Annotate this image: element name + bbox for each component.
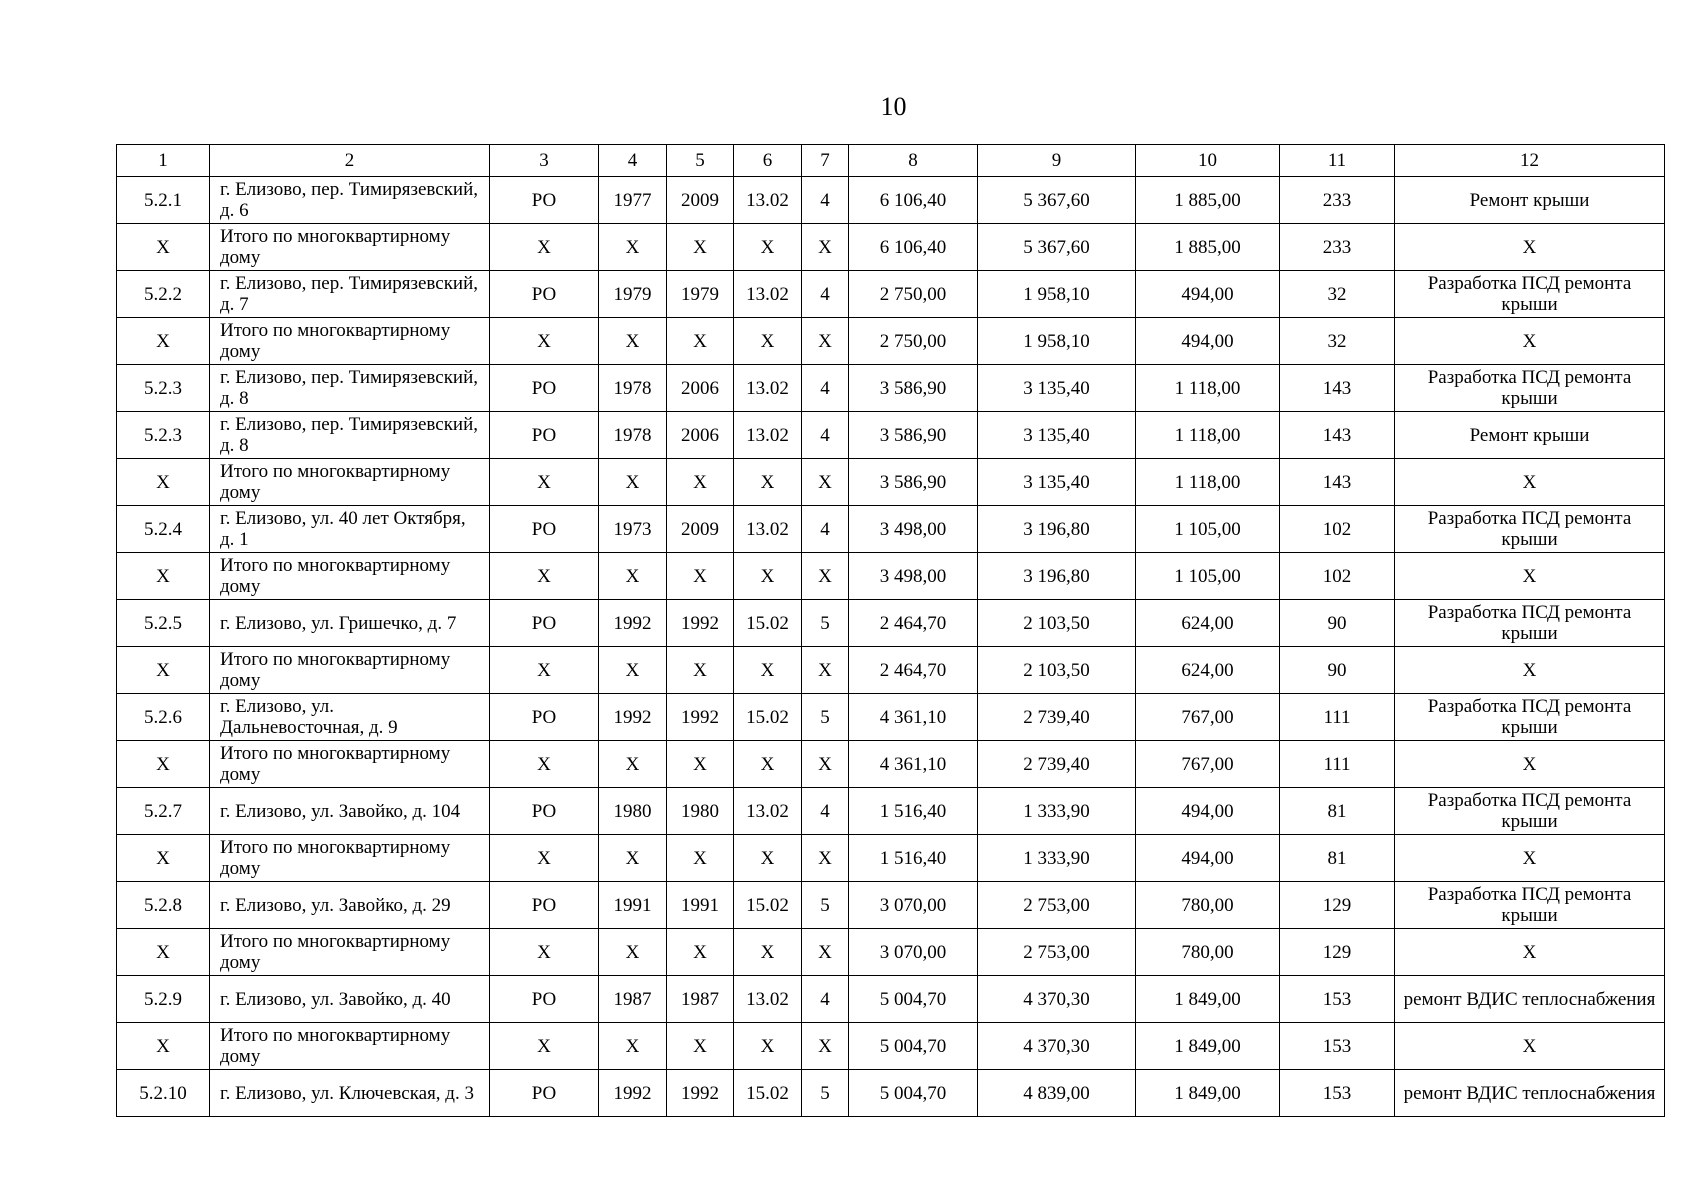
cell-owner: Х	[490, 647, 599, 694]
cell-area-residential: 2 739,40	[978, 741, 1136, 788]
cell-area-residential: 5 367,60	[978, 224, 1136, 271]
cell-address: Итого по многоквартирному дому	[210, 318, 490, 365]
cell-floors: 4	[802, 271, 849, 318]
cell-residents: 153	[1280, 1023, 1395, 1070]
cell-area-residential: 2 103,50	[978, 647, 1136, 694]
cell-code: 15.02	[734, 882, 802, 929]
cell-area-total: 3 586,90	[849, 365, 978, 412]
cell-year-repair: Х	[667, 1023, 734, 1070]
cell-owner: Х	[490, 929, 599, 976]
cell-code: 13.02	[734, 788, 802, 835]
cell-area-total: 2 464,70	[849, 647, 978, 694]
cell-address: Итого по многоквартирному дому	[210, 459, 490, 506]
cell-address: г. Елизово, ул. Завойко, д. 29	[210, 882, 490, 929]
cell-floors: Х	[802, 224, 849, 271]
cell-number: Х	[117, 553, 210, 600]
cell-year-built: Х	[599, 224, 667, 271]
cell-number: 5.2.1	[117, 177, 210, 224]
cell-code: Х	[734, 318, 802, 365]
cell-residents: 102	[1280, 553, 1395, 600]
cell-residents: 143	[1280, 412, 1395, 459]
cell-code: Х	[734, 553, 802, 600]
table-row	[117, 835, 1665, 882]
cell-area-residential: 1 958,10	[978, 318, 1136, 365]
header-cell-3: 3	[490, 145, 599, 177]
cell-floors: 5	[802, 694, 849, 741]
cell-area-residential: 2 103,50	[978, 600, 1136, 647]
cell-code: Х	[734, 835, 802, 882]
cell-area-total: 3 070,00	[849, 882, 978, 929]
header-cell-11: 11	[1280, 145, 1395, 177]
header-cell-1: 1	[117, 145, 210, 177]
cell-residents: 90	[1280, 600, 1395, 647]
cell-work-type: Х	[1395, 741, 1665, 788]
cell-floors: Х	[802, 647, 849, 694]
header-row	[117, 145, 1665, 177]
cell-year-built: 1973	[599, 506, 667, 553]
header-cell-8: 8	[849, 145, 978, 177]
header-cell-7: 7	[802, 145, 849, 177]
cell-address: г. Елизово, ул. Завойко, д. 40	[210, 976, 490, 1023]
cell-area-residential: 2 753,00	[978, 929, 1136, 976]
table-row	[117, 365, 1665, 412]
table-row	[117, 177, 1665, 224]
cell-area-3: 494,00	[1136, 788, 1280, 835]
cell-area-residential: 1 333,90	[978, 788, 1136, 835]
cell-year-repair: 1992	[667, 600, 734, 647]
cell-floors: Х	[802, 318, 849, 365]
cell-area-total: 2 750,00	[849, 271, 978, 318]
page-number: 10	[880, 92, 907, 121]
cell-work-type: Разработка ПСД ремонта крыши	[1395, 271, 1665, 318]
cell-work-type: Х	[1395, 553, 1665, 600]
cell-area-3: 1 849,00	[1136, 1023, 1280, 1070]
header-cell-12: 12	[1395, 145, 1665, 177]
table-row	[117, 741, 1665, 788]
cell-year-repair: 2006	[667, 365, 734, 412]
cell-number: 5.2.6	[117, 694, 210, 741]
cell-area-total: 2 750,00	[849, 318, 978, 365]
cell-owner: РО	[490, 882, 599, 929]
cell-year-built: Х	[599, 647, 667, 694]
cell-code: 13.02	[734, 271, 802, 318]
cell-number: Х	[117, 224, 210, 271]
cell-area-residential: 4 839,00	[978, 1070, 1136, 1117]
cell-number: 5.2.3	[117, 365, 210, 412]
cell-floors: 4	[802, 365, 849, 412]
cell-area-3: 1 118,00	[1136, 412, 1280, 459]
cell-area-3: 1 105,00	[1136, 506, 1280, 553]
cell-area-3: 780,00	[1136, 882, 1280, 929]
cell-area-residential: 4 370,30	[978, 976, 1136, 1023]
header-cell-2: 2	[210, 145, 490, 177]
cell-owner: РО	[490, 365, 599, 412]
cell-floors: Х	[802, 459, 849, 506]
cell-work-type: Разработка ПСД ремонта крыши	[1395, 600, 1665, 647]
cell-area-3: 1 849,00	[1136, 976, 1280, 1023]
cell-year-repair: 2006	[667, 412, 734, 459]
cell-owner: РО	[490, 271, 599, 318]
cell-year-built: 1991	[599, 882, 667, 929]
cell-work-type: Ремонт крыши	[1395, 412, 1665, 459]
cell-floors: Х	[802, 553, 849, 600]
cell-floors: Х	[802, 929, 849, 976]
cell-number: Х	[117, 459, 210, 506]
cell-area-total: 3 498,00	[849, 506, 978, 553]
cell-code: 13.02	[734, 365, 802, 412]
cell-residents: 233	[1280, 224, 1395, 271]
cell-code: Х	[734, 459, 802, 506]
cell-number: 5.2.7	[117, 788, 210, 835]
cell-year-built: 1992	[599, 1070, 667, 1117]
cell-year-built: 1977	[599, 177, 667, 224]
cell-residents: 143	[1280, 459, 1395, 506]
cell-work-type: Разработка ПСД ремонта крыши	[1395, 506, 1665, 553]
table-row	[117, 929, 1665, 976]
cell-number: 5.2.9	[117, 976, 210, 1023]
table-row	[117, 882, 1665, 929]
cell-residents: 111	[1280, 694, 1395, 741]
data-table	[116, 144, 1665, 1117]
cell-area-total: 4 361,10	[849, 741, 978, 788]
header-cell-5: 5	[667, 145, 734, 177]
cell-code: 15.02	[734, 1070, 802, 1117]
cell-floors: 4	[802, 506, 849, 553]
cell-work-type: Разработка ПСД ремонта крыши	[1395, 882, 1665, 929]
cell-owner: Х	[490, 741, 599, 788]
cell-year-repair: Х	[667, 459, 734, 506]
cell-area-total: 5 004,70	[849, 1070, 978, 1117]
cell-residents: 32	[1280, 318, 1395, 365]
cell-area-residential: 3 196,80	[978, 553, 1136, 600]
cell-owner: Х	[490, 318, 599, 365]
cell-year-repair: Х	[667, 224, 734, 271]
cell-owner: РО	[490, 177, 599, 224]
cell-year-repair: 1992	[667, 1070, 734, 1117]
cell-year-built: Х	[599, 835, 667, 882]
cell-number: 5.2.2	[117, 271, 210, 318]
cell-year-repair: Х	[667, 835, 734, 882]
cell-work-type: Х	[1395, 459, 1665, 506]
cell-number: 5.2.3	[117, 412, 210, 459]
cell-year-built: 1978	[599, 412, 667, 459]
cell-area-3: 494,00	[1136, 271, 1280, 318]
cell-owner: РО	[490, 788, 599, 835]
cell-year-repair: Х	[667, 647, 734, 694]
cell-owner: РО	[490, 694, 599, 741]
cell-year-repair: Х	[667, 929, 734, 976]
table-row	[117, 318, 1665, 365]
table-row	[117, 600, 1665, 647]
cell-work-type: Разработка ПСД ремонта крыши	[1395, 365, 1665, 412]
cell-floors: 4	[802, 976, 849, 1023]
cell-year-built: Х	[599, 459, 667, 506]
cell-owner: Х	[490, 553, 599, 600]
cell-owner: Х	[490, 835, 599, 882]
cell-area-total: 3 498,00	[849, 553, 978, 600]
cell-floors: Х	[802, 1023, 849, 1070]
cell-owner: РО	[490, 506, 599, 553]
cell-area-3: 1 885,00	[1136, 177, 1280, 224]
cell-year-built: 1992	[599, 600, 667, 647]
cell-code: Х	[734, 741, 802, 788]
cell-residents: 81	[1280, 788, 1395, 835]
cell-owner: РО	[490, 600, 599, 647]
cell-work-type: Разработка ПСД ремонта крыши	[1395, 694, 1665, 741]
cell-residents: 233	[1280, 177, 1395, 224]
cell-area-3: 494,00	[1136, 835, 1280, 882]
cell-number: Х	[117, 741, 210, 788]
cell-address: г. Елизово, ул. Гришечко, д. 7	[210, 600, 490, 647]
cell-area-3: 780,00	[1136, 929, 1280, 976]
cell-area-residential: 3 135,40	[978, 412, 1136, 459]
cell-work-type: Х	[1395, 318, 1665, 365]
cell-residents: 153	[1280, 1070, 1395, 1117]
cell-area-residential: 5 367,60	[978, 177, 1136, 224]
cell-year-built: 1980	[599, 788, 667, 835]
cell-residents: 81	[1280, 835, 1395, 882]
header-cell-4: 4	[599, 145, 667, 177]
cell-number: Х	[117, 318, 210, 365]
cell-address: г. Елизово, ул. Дальневосточная, д. 9	[210, 694, 490, 741]
cell-year-built: 1992	[599, 694, 667, 741]
cell-work-type: Ремонт крыши	[1395, 177, 1665, 224]
cell-year-repair: Х	[667, 318, 734, 365]
cell-residents: 32	[1280, 271, 1395, 318]
cell-area-total: 4 361,10	[849, 694, 978, 741]
cell-owner: Х	[490, 1023, 599, 1070]
cell-code: Х	[734, 224, 802, 271]
cell-area-3: 767,00	[1136, 694, 1280, 741]
cell-number: 5.2.4	[117, 506, 210, 553]
cell-area-total: 1 516,40	[849, 788, 978, 835]
cell-year-repair: Х	[667, 741, 734, 788]
cell-year-repair: 1992	[667, 694, 734, 741]
cell-year-built: 1978	[599, 365, 667, 412]
cell-area-residential: 3 135,40	[978, 459, 1136, 506]
cell-work-type: Разработка ПСД ремонта крыши	[1395, 788, 1665, 835]
cell-address: г. Елизово, ул. Ключевская, д. 3	[210, 1070, 490, 1117]
cell-residents: 153	[1280, 976, 1395, 1023]
cell-area-total: 6 106,40	[849, 224, 978, 271]
cell-floors: 4	[802, 177, 849, 224]
cell-residents: 102	[1280, 506, 1395, 553]
table-row	[117, 647, 1665, 694]
cell-area-total: 1 516,40	[849, 835, 978, 882]
cell-address: г. Елизово, пер. Тимирязевский, д. 8	[210, 412, 490, 459]
cell-address: г. Елизово, ул. Завойко, д. 104	[210, 788, 490, 835]
cell-work-type: ремонт ВДИС теплоснабжения	[1395, 976, 1665, 1023]
cell-code: 13.02	[734, 177, 802, 224]
cell-number: Х	[117, 835, 210, 882]
cell-address: Итого по многоквартирному дому	[210, 835, 490, 882]
cell-year-repair: 1991	[667, 882, 734, 929]
table-row	[117, 412, 1665, 459]
table-row	[117, 271, 1665, 318]
cell-number: 5.2.8	[117, 882, 210, 929]
cell-code: 15.02	[734, 600, 802, 647]
cell-number: 5.2.10	[117, 1070, 210, 1117]
cell-number: Х	[117, 929, 210, 976]
cell-floors: 5	[802, 882, 849, 929]
table-row	[117, 553, 1665, 600]
cell-area-total: 5 004,70	[849, 1023, 978, 1070]
cell-residents: 129	[1280, 882, 1395, 929]
cell-year-built: 1987	[599, 976, 667, 1023]
cell-floors: 5	[802, 1070, 849, 1117]
header-cell-9: 9	[978, 145, 1136, 177]
cell-address: г. Елизово, пер. Тимирязевский, д. 7	[210, 271, 490, 318]
header-cell-10: 10	[1136, 145, 1280, 177]
cell-address: Итого по многоквартирному дому	[210, 1023, 490, 1070]
cell-address: Итого по многоквартирному дому	[210, 929, 490, 976]
cell-floors: Х	[802, 741, 849, 788]
cell-floors: 5	[802, 600, 849, 647]
cell-area-3: 624,00	[1136, 600, 1280, 647]
cell-area-residential: 1 958,10	[978, 271, 1136, 318]
cell-number: 5.2.5	[117, 600, 210, 647]
cell-address: Итого по многоквартирному дому	[210, 553, 490, 600]
table-row	[117, 506, 1665, 553]
cell-area-residential: 3 135,40	[978, 365, 1136, 412]
cell-floors: Х	[802, 835, 849, 882]
cell-year-built: 1979	[599, 271, 667, 318]
cell-owner: РО	[490, 1070, 599, 1117]
cell-residents: 111	[1280, 741, 1395, 788]
cell-code: 13.02	[734, 506, 802, 553]
cell-area-total: 3 070,00	[849, 929, 978, 976]
cell-year-repair: 2009	[667, 506, 734, 553]
cell-area-3: 494,00	[1136, 318, 1280, 365]
cell-code: 15.02	[734, 694, 802, 741]
cell-year-repair: 1979	[667, 271, 734, 318]
cell-area-3: 1 105,00	[1136, 553, 1280, 600]
cell-work-type: Х	[1395, 929, 1665, 976]
cell-work-type: Х	[1395, 1023, 1665, 1070]
cell-code: Х	[734, 929, 802, 976]
table-row	[117, 788, 1665, 835]
table-row	[117, 694, 1665, 741]
cell-area-3: 1 118,00	[1136, 365, 1280, 412]
cell-year-repair: Х	[667, 553, 734, 600]
cell-floors: 4	[802, 788, 849, 835]
cell-year-repair: 1980	[667, 788, 734, 835]
cell-area-total: 6 106,40	[849, 177, 978, 224]
cell-address: г. Елизово, пер. Тимирязевский, д. 8	[210, 365, 490, 412]
cell-residents: 129	[1280, 929, 1395, 976]
cell-address: г. Елизово, ул. 40 лет Октября, д. 1	[210, 506, 490, 553]
cell-year-built: Х	[599, 553, 667, 600]
cell-area-residential: 2 739,40	[978, 694, 1136, 741]
table-row	[117, 1023, 1665, 1070]
cell-area-total: 3 586,90	[849, 459, 978, 506]
cell-area-3: 1 118,00	[1136, 459, 1280, 506]
cell-year-built: Х	[599, 741, 667, 788]
header-cell-6: 6	[734, 145, 802, 177]
cell-year-built: Х	[599, 929, 667, 976]
cell-year-built: Х	[599, 318, 667, 365]
cell-address: Итого по многоквартирному дому	[210, 224, 490, 271]
cell-code: 13.02	[734, 412, 802, 459]
cell-owner: РО	[490, 412, 599, 459]
cell-number: Х	[117, 647, 210, 694]
cell-area-residential: 1 333,90	[978, 835, 1136, 882]
cell-work-type: Х	[1395, 647, 1665, 694]
cell-code: 13.02	[734, 976, 802, 1023]
table-row	[117, 1070, 1665, 1117]
cell-area-residential: 4 370,30	[978, 1023, 1136, 1070]
cell-area-residential: 2 753,00	[978, 882, 1136, 929]
table-row	[117, 976, 1665, 1023]
cell-area-total: 3 586,90	[849, 412, 978, 459]
cell-area-total: 2 464,70	[849, 600, 978, 647]
cell-code: Х	[734, 1023, 802, 1070]
cell-year-built: Х	[599, 1023, 667, 1070]
cell-address: Итого по многоквартирному дому	[210, 741, 490, 788]
cell-residents: 143	[1280, 365, 1395, 412]
cell-area-total: 5 004,70	[849, 976, 978, 1023]
cell-work-type: Х	[1395, 835, 1665, 882]
cell-area-3: 767,00	[1136, 741, 1280, 788]
cell-owner: РО	[490, 976, 599, 1023]
cell-area-residential: 3 196,80	[978, 506, 1136, 553]
cell-owner: Х	[490, 224, 599, 271]
cell-residents: 90	[1280, 647, 1395, 694]
cell-code: Х	[734, 647, 802, 694]
cell-work-type: ремонт ВДИС теплоснабжения	[1395, 1070, 1665, 1117]
cell-area-3: 1 885,00	[1136, 224, 1280, 271]
cell-area-3: 1 849,00	[1136, 1070, 1280, 1117]
cell-owner: Х	[490, 459, 599, 506]
cell-address: г. Елизово, пер. Тимирязевский, д. 6	[210, 177, 490, 224]
cell-number: Х	[117, 1023, 210, 1070]
cell-work-type: Х	[1395, 224, 1665, 271]
cell-year-repair: 1987	[667, 976, 734, 1023]
cell-address: Итого по многоквартирному дому	[210, 647, 490, 694]
table-row	[117, 459, 1665, 506]
cell-area-3: 624,00	[1136, 647, 1280, 694]
cell-year-repair: 2009	[667, 177, 734, 224]
table-row	[117, 224, 1665, 271]
cell-floors: 4	[802, 412, 849, 459]
